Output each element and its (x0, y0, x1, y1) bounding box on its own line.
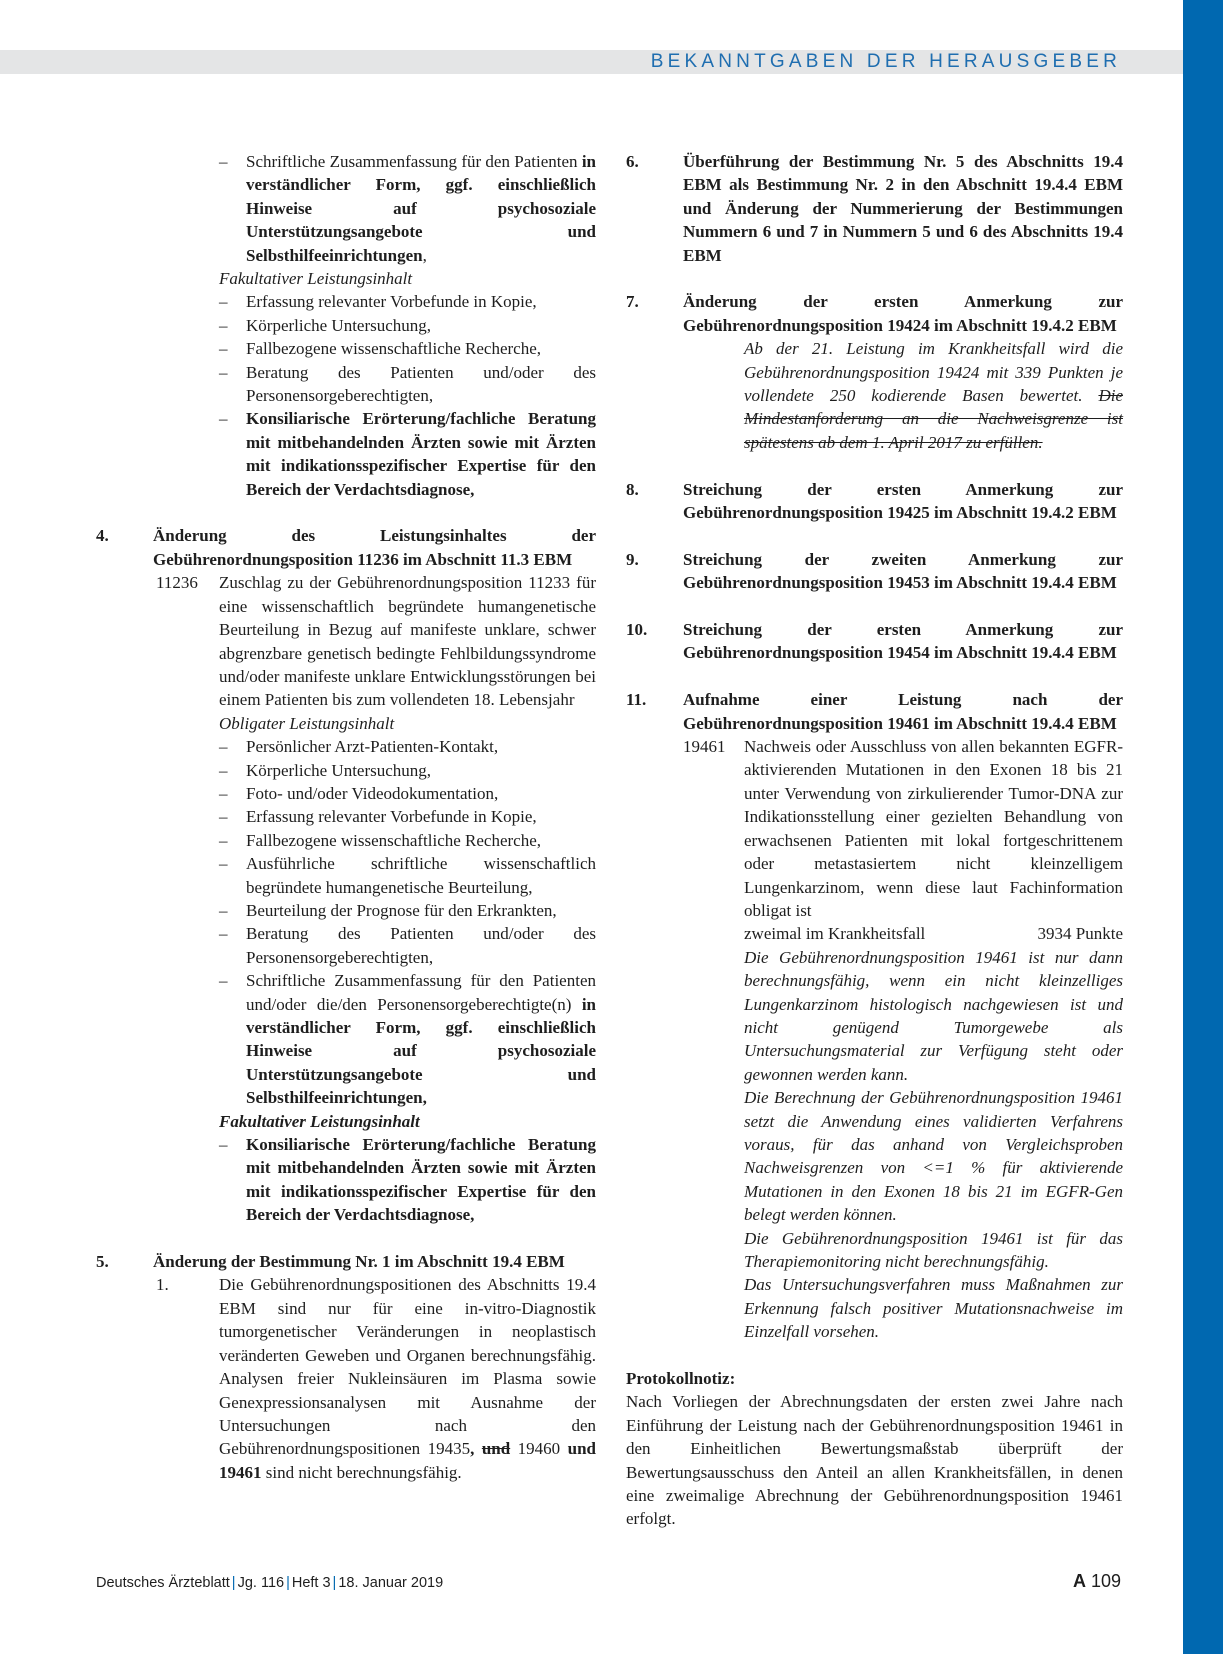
list-item: – Konsiliarische Erörterung/fachliche Beratung mit mitbehandelnden Ärzten sowie mit Ärzten mit indikationsspezifischer Expertise für den Bereich der Verdachtsdiagnose, (219, 409, 596, 499)
list-item: – Schriftliche Zusammenfassung für den Patienten in verständlicher Form, ggf. einschließlich Hinweise auf psychosoziale Unterstützungsangebote und Selbsthilfeeinrichtungen, (219, 152, 596, 265)
issue: Heft 3 (291, 1575, 331, 1591)
list-item: – Schriftliche Zusammenfassung für den Patienten und/oder die/den Personensorgeberechtigte(n) in verständlicher Form, ggf. einschließlich Hinweise auf psychosoziale Unterstützungsangebote und Selbsthilfeeinrichtungen, (219, 971, 596, 1108)
section-title: Aufnahme einer Leistung nach der Gebührenordnungsposition 19461 im Abschnitt 19.4.4 EBM (683, 690, 1123, 733)
list-item: – Fallbezogene wissenschaftliche Recherche, (219, 830, 542, 850)
list-item: – Foto- und/oder Videodokumentation, (219, 783, 499, 803)
continued-list (96, 150, 596, 501)
section-title: Streichung der ersten Anmerkung zur Gebührenordnungsposition 19454 im Abschnitt 19.4.4 EBM (683, 620, 1123, 663)
page-number: A 109 (1072, 1571, 1121, 1591)
s4-contents (96, 712, 596, 1227)
section-4 (96, 524, 596, 571)
list-item: – Körperliche Untersuchung, (219, 760, 432, 780)
fee-points-row (626, 922, 1123, 945)
frequency: zweimal im Krankheitsfall (744, 924, 926, 944)
list-item: – Beratung des Patienten und/oder des Personensorgeberechtigten, (219, 924, 596, 967)
section-number: 4. (96, 526, 109, 546)
fakultativ-heading: Fakultativer Leistungsinhalt (219, 269, 413, 289)
protokoll-text: Nach Vorliegen der Abrechnungsdaten der ersten zwei Jahre nach Einführung der Leistung nach der Gebührenordnungsposition 19461 in den Einheitlichen Bewertungsmaßstab überprüft der Bewertungsausschuss den Anteil an allen Krankheitsfällen, in denen eine zweimalige Abrechnung der Gebührenordnungsposition 19461 erfolgt. (626, 1392, 1123, 1529)
list-item: – Körperliche Untersuchung, (219, 315, 432, 335)
section-number: 7. (626, 292, 639, 312)
section-title: Änderung des Leistungsinhaltes der Gebührenordnungsposition 11236 im Abschnitt 11.3 EBM (153, 526, 596, 569)
section-title: Änderung der Bestimmung Nr. 1 im Abschnitt 19.4 EBM (153, 1252, 565, 1272)
section-8 (626, 478, 1123, 525)
footer-citation: Deutsches Ärzteblatt | Jg. 116 | Heft 3 | 18. Januar 2019 (96, 1575, 444, 1591)
section-10 (626, 618, 1123, 665)
left-column (96, 150, 596, 1484)
section-title: Streichung der ersten Anmerkung zur Gebührenordnungsposition 19425 im Abschnitt 19.4.2 EBM (683, 479, 1123, 523)
section-number: 9. (626, 549, 639, 569)
list-item: – Beratung des Patienten und/oder des Personensorgeberechtigten, (219, 362, 596, 406)
annotation: Die Gebührenordnungsposition 19461 ist für das Therapiemonitoring nicht berechnungsfähig. (744, 1228, 1123, 1272)
annotation: Die Berechnung der Gebührenordnungsposition 19461 setzt die Anwendung eines validierten Verfahrens voraus, für das anhand von Vergleichsproben Nachweisgrenzen von <=1 % für aktivierende Mutationen in den Exonen 18 bis 21 im EGFR-Gen belegt werden können. (744, 1088, 1123, 1225)
section-11 (626, 688, 1123, 735)
struck-text: Die Mindestanforderung an die Nachweisgrenze ist spätestens ab dem 1. April 2017 zu erfüllen. (744, 386, 1124, 452)
list-item: – Erfassung relevanter Vorbefunde in Kopie, (219, 292, 537, 312)
fee-description: Nachweis oder Ausschluss von allen bekannten EGFR-aktivierenden Mutationen in den Exonen 18 bis 21 unter Verwendung von zirkulierender Tumor-DNA zur Indikationsstellung einer gezielten Behandlung von erwachsenen Patienten mit lokal fortgeschrittenem oder metastasiertem nicht kleinzelligem Lungenkarzinom, wenn diese laut Fachinformation obligat ist (744, 737, 1123, 920)
list-item: – Konsiliarische Erörterung/fachliche Beratung mit mitbehandelnden Ärzten sowie mit Ärzten mit indikationsspezifischer Expertise für den Bereich der Verdachtsdiagnose, (219, 1135, 596, 1225)
date: 18. Januar 2019 (338, 1575, 444, 1591)
fakultativ-heading: Fakultativer Leistungsinhalt (219, 1111, 420, 1131)
fee-description: Zuschlag zu der Gebührenordnungsposition 11233 für eine wissenschaftlich begründete humangenetische Beurteilung in Bezug auf manifeste unklare, schwer abgrenzbare genetisch bedingte Fehlbildungssyndrome und/oder manifeste unklare Entwicklungsstörungen bei einem Patienten bis zum vollendeten 18. Lebensjahr (219, 573, 596, 710)
list-item: – Beurteilung der Prognose für den Erkrankten, (219, 900, 557, 920)
sub-number: 1. (156, 1275, 169, 1295)
fakultativ-list (219, 290, 596, 407)
obligat-list (219, 735, 596, 969)
fee-code: 11236 (156, 573, 198, 593)
list-item: – Ausführliche schriftliche wissenschaftlich begründete humangenetische Beurteilung, (219, 854, 596, 897)
annotation: Die Gebührenordnungsposition 19461 ist nur dann berechnungsfähig, wenn ein nicht kleinzelliges Lungenkarzinom histologisch nachgewiesen ist und nicht genügend Tumorgewebe als Untersuchungsmaterial zur Verfügung steht oder gewonnen werden kann. (744, 947, 1123, 1084)
journal-name: Deutsches Ärzteblatt (96, 1575, 230, 1591)
section-number: 5. (96, 1252, 109, 1272)
section-title: Änderung der ersten Anmerkung zur Gebührenordnungsposition 19424 im Abschnitt 19.4.2 EBM (683, 292, 1123, 335)
volume: Jg. 116 (237, 1575, 285, 1591)
section-7 (626, 290, 1123, 337)
protokoll-heading: Protokollnotiz: (626, 1369, 736, 1389)
section-5 (96, 1250, 596, 1273)
annotation: Ab der 21. Leistung im Krankheitsfall wird die Gebührenordnungsposition 19424 mit 339 Punkten je vollendete 250 kodierende Basen bewertet. Die Mindestanforderung an die Nachweisgrenze ist spätestens ab dem 1. April 2017 zu erfüllen. (744, 339, 1124, 452)
fee-position-19461 (626, 735, 1123, 922)
section-number: 10. (626, 620, 648, 640)
annotation: Das Untersuchungsverfahren muss Maßnahmen zur Erkennung falsch positiver Mutationsnachweise im Einzelfall vorsehen. (744, 1275, 1123, 1342)
list-item: – Fallbezogene wissenschaftliche Recherche, (219, 339, 542, 359)
bestimmung-1: 1. Die Gebührenordnungspositionen des Abschnitts 19.4 EBM sind nur für eine in-vitro-Diagnostik tumorgenetischer Veränderungen in neoplastisch veränderten Geweben und Organen berechnungsfähig. Analysen freier Nukleinsäuren im Plasma sowie Genexpressionsanalysen mit Ausnahme der Untersuchungen nach den Gebührenordnungspositionen 19435, und 19460 und 19461 sind nicht berechnungsfähig. (156, 1275, 597, 1482)
fee-code: 19461 (683, 737, 726, 757)
section-title: Streichung der zweiten Anmerkung zur Gebührenordnungsposition 19453 im Abschnitt 19.4.4 EBM (683, 549, 1123, 593)
section-9 (626, 548, 1123, 595)
list-item: – Persönlicher Arzt-Patienten-Kontakt, (219, 737, 499, 757)
points-value: 3934 Punkte (1037, 924, 1123, 944)
section-title: Überführung der Bestimmung Nr. 5 des Abschnitts 19.4 EBM als Bestimmung Nr. 2 in den Abschnitt 19.4.4 EBM und Änderung der Nummerierung der Bestimmungen Nummern 6 und 7 in Nummern 5 und 6 des Abschnitts 19.4 EBM (683, 152, 1123, 265)
side-color-bar (1183, 0, 1223, 1654)
right-column (626, 150, 1123, 1531)
list-item: – Erfassung relevanter Vorbefunde in Kopie, (219, 807, 537, 827)
section-number: 11. (626, 690, 647, 710)
section-title: BEKANNTGABEN DER HERAUSGEBER (650, 51, 1121, 72)
fee-position-11236 (96, 571, 596, 711)
obligat-heading: Obligater Leistungsinhalt (219, 713, 395, 733)
section-number: 8. (626, 479, 639, 499)
section-6 (626, 150, 1123, 267)
section-number: 6. (626, 152, 639, 171)
